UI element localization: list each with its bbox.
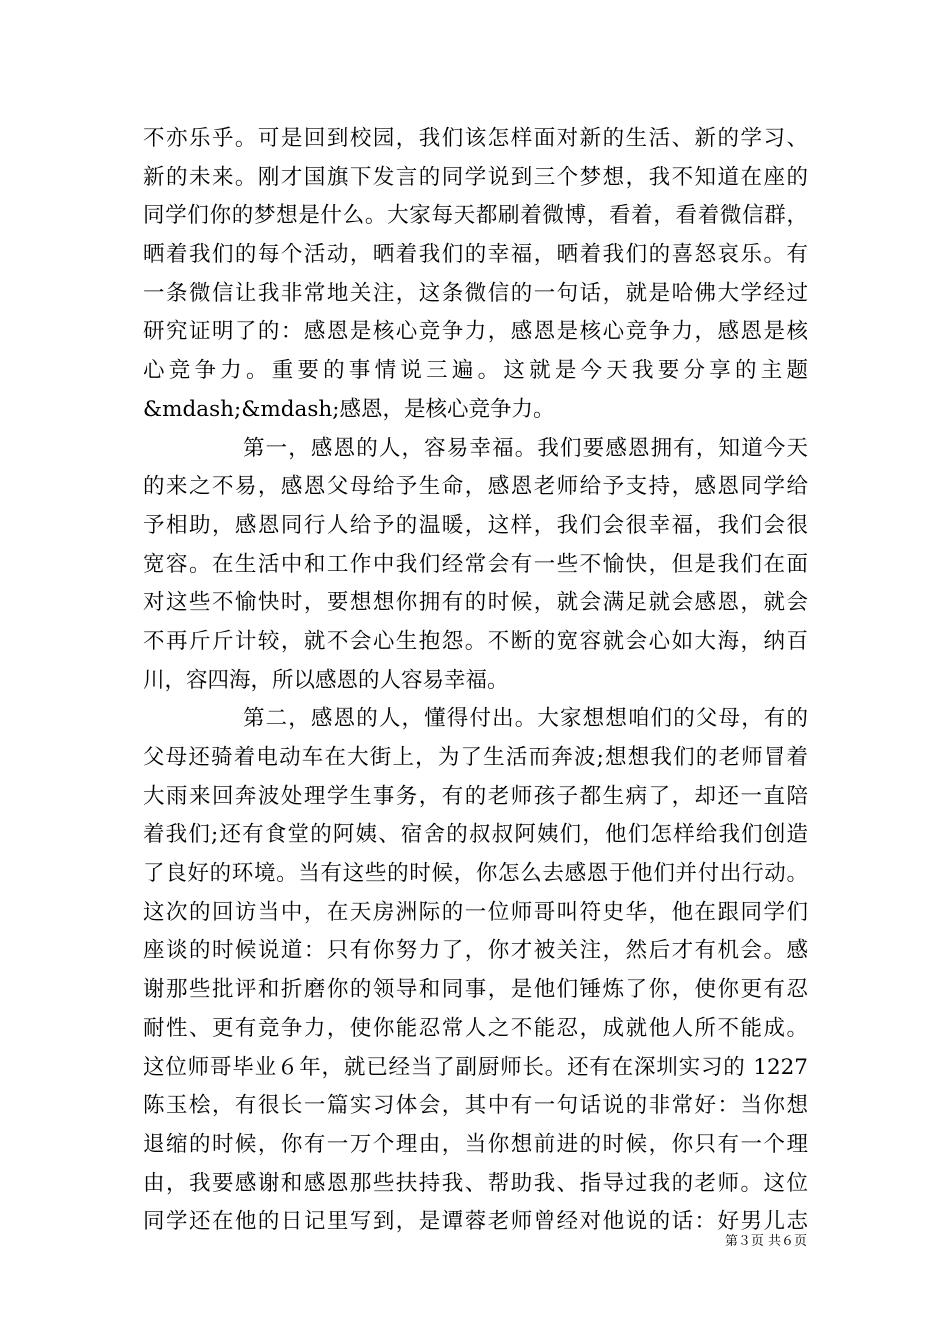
text-line: 新的未来。刚才国旗下发言的同学说到三个梦想，我不知道在座的 <box>143 164 808 190</box>
text-line: 由，我要感谢和感恩那些扶持我、帮助我、指导过我的老师。这位 <box>143 1170 808 1196</box>
text-line: 晒着我们的每个活动，晒着我们的幸福，晒着我们的喜怒哀乐。有 <box>143 242 808 268</box>
text-line: 不再斤斤计较，就不会心生抱怨。不断的宽容就会心如大海，纳百 <box>143 628 808 654</box>
text-line: 同学们你的梦想是什么。大家每天都刷着微博，看着，看着微信群， <box>143 203 808 229</box>
page-number: 第３页 共６页 <box>724 1234 807 1249</box>
text-line: 座谈的时候说道：只有你努力了，你才被关注，然后才有机会。感 <box>143 938 808 964</box>
text-line: 谢那些批评和折磨你的领导和同事，是他们锤炼了你，使你更有忍 <box>143 977 808 1003</box>
body-text <box>143 120 808 1242</box>
text-line: 宽容。在生活中和工作中我们经常会有一些不愉快，但是我们在面 <box>143 551 808 577</box>
text-line: 着我们;还有食堂的阿姨、宿舍的叔叔阿姨们，他们怎样给我们创造 <box>143 822 808 848</box>
paragraph-first-line: 第二，感恩的人，懂得付出。大家想想咱们的父母，有的 <box>243 706 808 732</box>
text-line: 心竞争力。重要的事情说三遍。这就是今天我要分享的主题 <box>143 358 808 384</box>
paragraph-first-line: 第一，感恩的人，容易幸福。我们要感恩拥有，知道今天 <box>243 435 808 461</box>
text-line: 父母还骑着电动车在大街上，为了生活而奔波;想想我们的老师冒着 <box>143 745 808 770</box>
text-line: 陈玉桧，有很长一篇实习体会，其中有一句话说的非常好：当你想 <box>143 1093 808 1119</box>
text-line: 退缩的时候，你有一万个理由，当你想前进的时候，你只有一个理 <box>143 1131 808 1157</box>
text-line: 予相助，感恩同行人给予的温暖，这样，我们会很幸福，我们会很 <box>143 512 808 538</box>
text-line: 一条微信让我非常地关注，这条微信的一句话，就是哈佛大学经过 <box>143 280 808 306</box>
text-line: 同学还在他的日记里写到，是谭蓉老师曾经对他说的话：好男儿志 <box>143 1209 808 1235</box>
text-line: 大雨来回奔波处理学生事务，有的老师孩子都生病了，却还一直陪 <box>143 783 808 809</box>
text-line: 的来之不易，感恩父母给予生命，感恩老师给予支持，感恩同学给 <box>143 474 808 500</box>
text-line: 这位师哥毕业６年，就已经当了副厨师长。还有在深圳实习的 1227 <box>143 1054 808 1080</box>
text-line: &mdash;&mdash;感恩，是核心竞争力。 <box>143 396 555 422</box>
text-line: 这次的回访当中，在天房洲际的一位师哥叫符史华，他在跟同学们 <box>143 899 808 925</box>
text-line: 对这些不愉快时，要想想你拥有的时候，就会满足就会感恩，就会 <box>143 590 808 616</box>
text-line: 研究证明了的：感恩是核心竞争力，感恩是核心竞争力，感恩是核 <box>143 319 808 345</box>
text-line: 川，容四海，所以感恩的人容易幸福。 <box>143 667 509 693</box>
text-line: 耐性、更有竞争力，使你能忍常人之不能忍，成就他人所不能成。 <box>143 1015 808 1041</box>
text-line: 了良好的环境。当有这些的时候，你怎么去感恩于他们并付出行动。 <box>143 861 808 887</box>
text-line: 不亦乐乎。可是回到校园，我们该怎样面对新的生活、新的学习、 <box>143 126 808 151</box>
